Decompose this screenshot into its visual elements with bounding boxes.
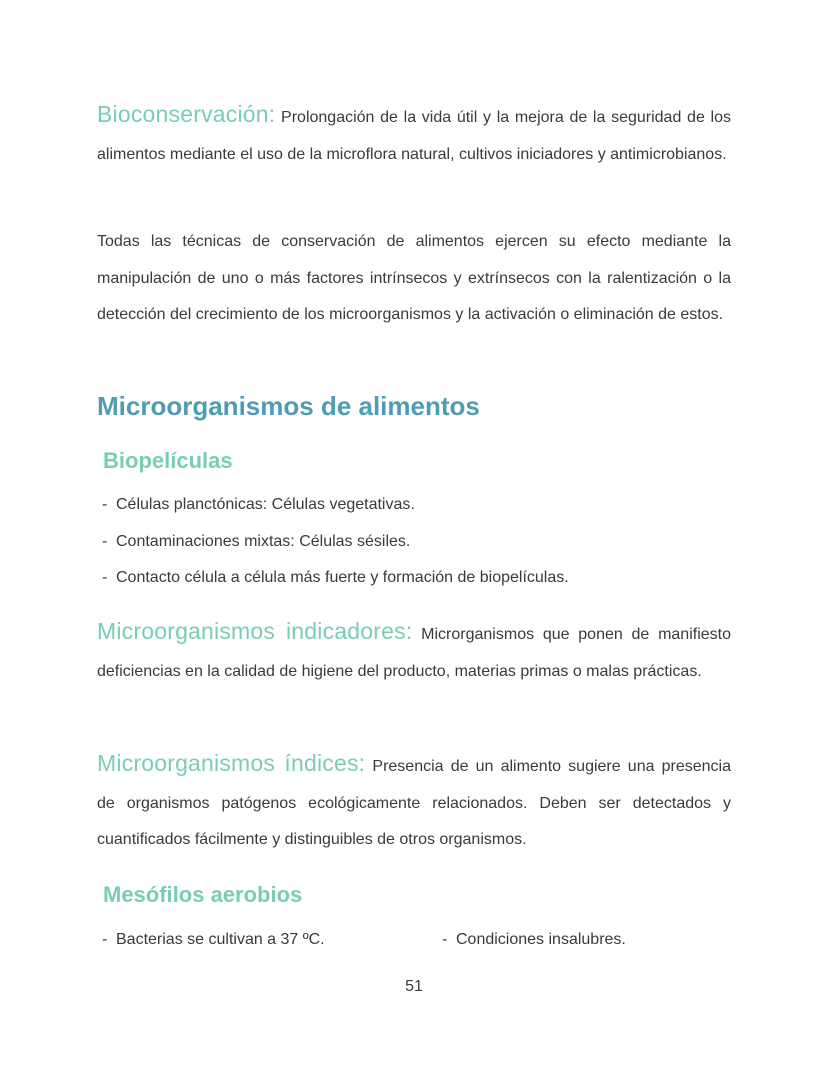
- paragraph-bioconservacion: [97, 96, 731, 173]
- bullet-dash: -: [102, 931, 108, 948]
- paragraph-indicadores: [97, 613, 731, 690]
- term-bioconservacion: Bioconservación:: [97, 101, 276, 127]
- definition-bioconservacion: Prolongación de la vida útil y la mejora de la seguridad de los alimentos mediante el uso de la microflora natural, cultivos iniciadores y antimicrobianos.: [97, 109, 731, 163]
- subsection-title-biopeliculas: Biopelículas: [103, 448, 233, 473]
- term-indicadores: Microorganismos indicadores:: [97, 618, 413, 644]
- page-number: 51: [405, 978, 423, 995]
- list-item: - Bacterias se cultivan a 37 ºC.: [102, 922, 325, 958]
- bullet-dash: -: [102, 532, 108, 550]
- biopeliculas-list: [102, 487, 569, 597]
- paragraph-indices: [97, 745, 731, 859]
- definition-indicadores: Microrganismos que ponen de manifiesto deficiencias en la calidad de higiene del producto, materias primas o malas prácticas.: [97, 626, 731, 680]
- list-item: - Contaminaciones mixtas: Células sésiles.: [102, 524, 569, 561]
- section-title-microorganismos: Microorganismos de alimentos: [97, 391, 480, 421]
- subsection-title-mesofilos: Mesófilos aerobios: [103, 882, 303, 907]
- bullet-dash: -: [102, 496, 108, 513]
- term-indices: Microorganismos índices:: [97, 750, 366, 776]
- list-item: - Células planctónicas: Células vegetativas.: [102, 487, 569, 524]
- definition-indices: Presencia de un alimento sugiere una presencia de organismos patógenos ecológicamente relacionados. Deben ser detectados y cuantificados fácilmente y distinguibles de otros organismos.: [97, 758, 732, 848]
- list-item: - Condiciones insalubres.: [442, 922, 626, 958]
- text-tecnicas: Todas las técnicas de conservación de alimentos ejercen su efecto mediante la manipulación de uno o más factores intrínsecos y extrínsecos con la ralentización o la detección del crecimiento de los microorganismos y la activación o eliminación de estos.: [97, 233, 731, 323]
- bullet-dash: -: [442, 931, 448, 948]
- bullet-dash: -: [102, 569, 108, 586]
- paragraph-tecnicas: [97, 224, 731, 334]
- list-item: - Contacto célula a célula más fuerte y formación de biopelículas.: [102, 560, 569, 597]
